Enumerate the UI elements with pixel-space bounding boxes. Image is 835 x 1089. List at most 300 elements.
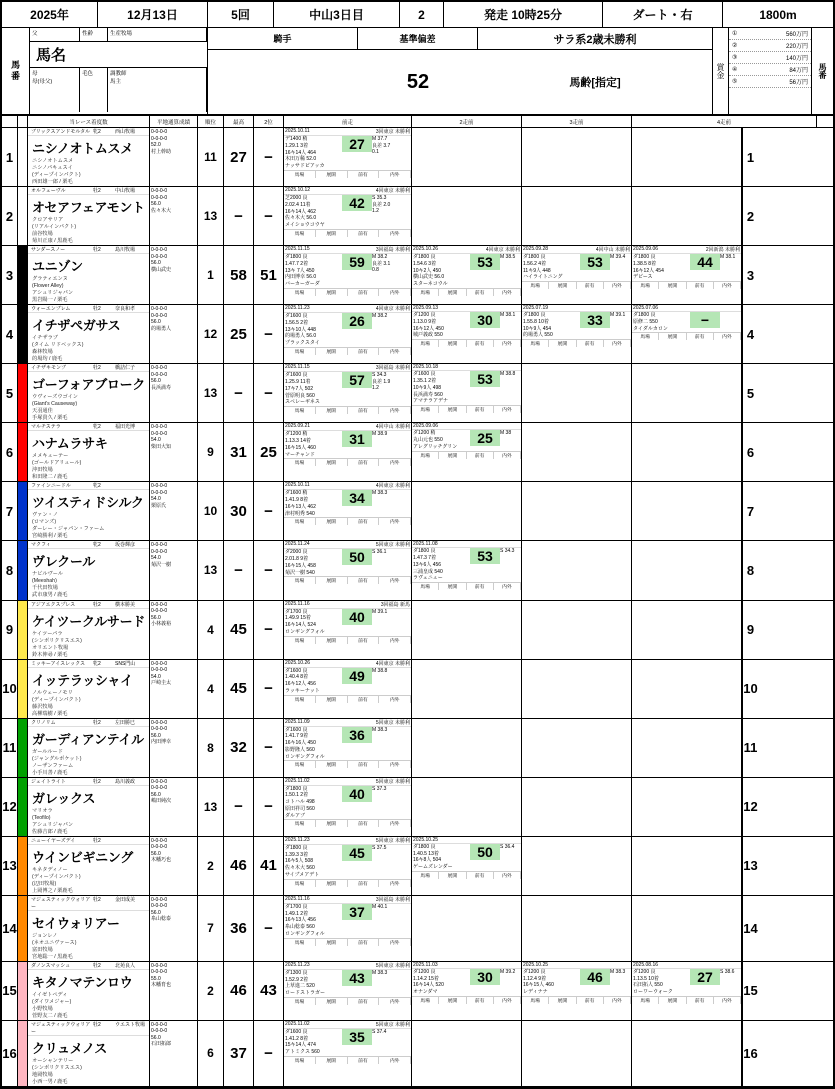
race-2back-right (500, 254, 521, 288)
table-row[interactable] (2, 305, 833, 364)
prev-race-detail-line: 16キ14人 524 (285, 622, 316, 628)
race-4back-naigai: 内外 (714, 333, 741, 340)
record-line1: 0-0-0-0 (151, 306, 168, 313)
record-weight: 56.0 (151, 791, 161, 798)
horse-info[interactable] (28, 364, 150, 422)
horse-name[interactable]: ニシノオトムスメ (32, 141, 133, 156)
race-3back (522, 187, 632, 245)
row-number-left: 10 (2, 660, 18, 718)
prev-race-prize: ダ1700 良 (285, 608, 308, 615)
race-2back-zenyu: 前有 (467, 583, 494, 590)
race-2back (412, 305, 522, 363)
record-jockey: 佐々木大 (151, 207, 172, 214)
horse-info[interactable] (28, 601, 150, 659)
race-4back-right (720, 969, 741, 996)
prev-race-date: 2025.10.11 (285, 128, 310, 134)
bamei-block (2, 28, 208, 114)
race-4back-date: 2025.09.06 (633, 246, 659, 253)
prev-race-date: 2025.11.02 (285, 777, 310, 784)
prev-race-time: S 37.4 (372, 1028, 387, 1035)
umaban-right-label-cell (811, 28, 833, 114)
race-2back-naigai: 内外 (494, 583, 521, 590)
race-4back-detail-line: 16キ12人 454 (633, 267, 664, 274)
rank-order: 13 (198, 364, 224, 422)
race-3back-position-col (580, 254, 610, 281)
horse-damsire: (シンボリクリスエス) (32, 1064, 82, 1071)
table-row[interactable] (2, 541, 833, 600)
table-row[interactable] (2, 482, 833, 541)
prev-race-prize: ダ1600 稍 (285, 490, 308, 497)
prev-race-tenkai: 展開 (316, 820, 348, 827)
record-weight: 54.0 (151, 555, 161, 562)
prev-race-naigai: 内外 (379, 696, 411, 703)
prev-race-right (372, 786, 411, 820)
table-row[interactable] (2, 1021, 833, 1087)
row-number-left: 8 (2, 541, 18, 599)
prev-race-left (284, 313, 342, 347)
race-3back-detail-line: 10キ9人 454 (523, 325, 552, 332)
horse-name[interactable]: イチザペガサス (32, 318, 121, 334)
prev-race-baba: 馬場 (284, 230, 316, 237)
row-number-right: 12 (742, 778, 758, 836)
horse-info[interactable] (28, 719, 150, 777)
prev-race-baba: 馬場 (284, 761, 316, 768)
table-row[interactable] (2, 778, 833, 837)
race-2back-detail-line: 長浜満寿 560 (413, 391, 443, 398)
race-2back-left (412, 430, 470, 450)
race-3back-baba: 馬場 (522, 282, 549, 289)
horse-sire: マルチステラ (31, 424, 61, 431)
horse-info[interactable] (28, 962, 150, 1020)
prev-race-left (284, 1029, 342, 1056)
prev-race-left (284, 490, 342, 517)
prev-race-right (372, 254, 411, 288)
prev-race-detail-line: ロンギングフォル (285, 628, 325, 635)
horse-info[interactable] (28, 187, 150, 245)
rank-order: 4 (198, 601, 224, 659)
race-4back-detail-line: タイダルカロン (633, 325, 668, 332)
prev-race-detail-line: バーカーガーダ (285, 281, 320, 288)
horse-info[interactable] (28, 896, 150, 961)
row-number-right: 16 (742, 1021, 758, 1086)
record-line2: 0-0-0-0 (151, 785, 168, 792)
prev-race-place: 4回東京 未勝利 (375, 660, 410, 667)
prev-race-position: 40 (342, 786, 372, 802)
prev-race-right (372, 904, 411, 938)
horse-owner: 小野牧場 (32, 1005, 53, 1012)
prev-race-tenkai: 展開 (316, 998, 348, 1005)
race-2back-baba: 馬場 (412, 583, 439, 590)
race-2back-position-col (470, 844, 500, 871)
horse-name[interactable]: ツイスティドシルク (32, 495, 144, 511)
record-line1: 0-0-0-0 (151, 1021, 168, 1028)
prev-race-zenyu: 前有 (348, 289, 380, 296)
prev-race-baba: 馬場 (284, 820, 316, 827)
record-weight: 56.0 (151, 201, 161, 208)
race-4back (632, 128, 742, 186)
race-2back-place: 4回東京 未勝利 (485, 247, 520, 254)
prev-race-right (372, 490, 411, 517)
table-row[interactable] (2, 719, 833, 778)
race-2back-naigai: 内外 (494, 289, 521, 296)
prev-race-time: M 38.3 (372, 969, 388, 976)
prize-amount-4: 84万円 (789, 68, 808, 74)
prev-race-place: 5回東京 未勝利 (375, 837, 410, 844)
race-4back-naigai: 内外 (714, 282, 741, 289)
horse-info[interactable] (28, 482, 150, 540)
horse-info[interactable] (28, 778, 150, 836)
horse-dam: ノルウェーノモリ (32, 689, 73, 696)
horse-sire: アジアエクスプレス (31, 601, 76, 608)
record-line2: 0-0-0-0 (151, 312, 168, 319)
horse-info[interactable] (28, 541, 150, 599)
race-2back-prize: ダ1800 良 (413, 254, 436, 261)
row-number-left: 16 (2, 1021, 18, 1086)
record-line2: 0-0-0-0 (151, 194, 168, 201)
prev-race-detail-line: 16キ15人 460 (285, 444, 316, 451)
prev-race-prize: デ1400 稍 (285, 136, 308, 142)
table-row[interactable] (2, 896, 833, 962)
race-2back-tenkai: 展開 (439, 452, 466, 459)
prev-race-position-col (342, 195, 372, 229)
prev-race-place: 4回東京 未勝利 (375, 483, 410, 490)
prev-race-detail-line: 1.52.9 2着 (285, 976, 309, 983)
table-row[interactable] (2, 423, 833, 482)
race-2back-position-col (470, 312, 500, 339)
horse-info[interactable] (28, 837, 150, 895)
prev-race-left (284, 195, 342, 229)
prev-race-baba: 馬場 (284, 1057, 316, 1064)
row-number-left: 5 (2, 364, 18, 422)
race-3back (522, 719, 632, 777)
race-3back (522, 778, 632, 836)
prev-race-tenkai: 展開 (316, 696, 348, 703)
record-jockey: 横山武史 (151, 266, 172, 273)
horse-name[interactable]: イッテラッシャイ (32, 672, 133, 688)
horse-name[interactable]: ガレックス (32, 790, 96, 806)
prev-race-time2: 良差 3.7 (372, 143, 391, 149)
horse-damsire: (タイム リドベックス) (32, 342, 84, 349)
prev-race-prize: ダ1800 良 (285, 785, 308, 792)
prev-race-detail-line: 1.41.9 8着 (285, 497, 309, 504)
horse-name[interactable]: ガーディアンテイル (32, 731, 144, 747)
horse-owner: アシュリジャパン (32, 821, 74, 828)
horse-sire: クリノリム (31, 719, 56, 726)
horse-info[interactable] (28, 305, 150, 363)
horse-dam: ニシノオトムスメ (32, 158, 74, 164)
race-2back-right (500, 548, 521, 582)
horse-name[interactable]: ケイツークルサード (32, 613, 146, 629)
horse-sexage: 牝2 (93, 424, 101, 431)
prev-race-detail-line: メイショウコウヤ (285, 222, 325, 229)
prev-race-right (372, 970, 411, 997)
race-2back (412, 601, 522, 659)
col-chakudosu: 当レース着度数 (28, 116, 150, 127)
horse-info[interactable] (28, 1021, 150, 1086)
horse-name[interactable]: ヴレクール (32, 554, 95, 570)
prev-race-left (284, 668, 342, 695)
prev-race-baba: 馬場 (284, 518, 316, 525)
race-2back-baba: 馬場 (412, 452, 439, 459)
prev-race-position: 26 (342, 313, 372, 329)
horse-sire: オルフェーヴル (31, 188, 66, 195)
horse-name[interactable]: ウインビギニング (32, 849, 133, 865)
prev-race-detail-line: ロードストラガー (285, 990, 325, 997)
race-2back-tenkai: 展開 (439, 289, 466, 296)
horse-dam: ケイツーパラ (32, 630, 63, 637)
prev-race-time: S 35.3 (372, 195, 387, 202)
record-line2: 0-0-0-0 (151, 844, 168, 851)
race-4back-detail-line: デビース (633, 274, 653, 281)
prev-race-naigai: 内外 (379, 459, 411, 466)
horse-owner: アシュリジャパン (32, 290, 74, 297)
table-row[interactable] (2, 962, 833, 1021)
race-2back-detail-line: 16キ14人 520 (413, 982, 444, 989)
prev-race-naigai: 内外 (379, 289, 411, 296)
horse-name[interactable]: セイウォリアー (32, 915, 120, 931)
race-2back-detail-line: 16キ12人 450 (413, 325, 444, 332)
second-figure: 25 (254, 423, 284, 481)
race-2back-prize: ダ1600 良 (413, 371, 436, 378)
horse-record (150, 246, 198, 304)
table-row[interactable] (2, 601, 833, 660)
race-2back (412, 837, 522, 895)
waku-color-bar (18, 128, 28, 186)
race-2back-baba: 馬場 (412, 340, 439, 347)
rank-order: 1 (198, 246, 224, 304)
prev-race-tenkai: 展開 (316, 230, 348, 237)
horse-damsire: (ゴールドアリュール) (32, 460, 82, 467)
prize-label-cell (713, 28, 729, 114)
second-figure: − (254, 719, 284, 777)
prev-race-zenyu: 前有 (348, 939, 380, 946)
race-3back-naigai: 内外 (604, 340, 631, 347)
horse-info[interactable] (28, 246, 150, 304)
horse-info[interactable] (28, 660, 150, 718)
race-2back-position-col (470, 430, 500, 450)
prev-race-time: M 38.9 (372, 431, 388, 438)
race-2back-date: 2025.10.18 (413, 364, 439, 371)
record-line2: 0-0-0-0 (151, 1028, 168, 1035)
prev-race-date: 2025.11.15 (285, 246, 310, 253)
umaban-label: 馬番 (10, 60, 20, 82)
prev-race-zenyu: 前有 (348, 696, 380, 703)
prev-race-time2: 良差 3.1 (372, 261, 391, 268)
horse-name[interactable]: キタノマテンロウ (32, 974, 133, 990)
horse-farm: 左田勝巳 (115, 719, 136, 726)
race-2back-date: 2025.11.08 (413, 541, 438, 548)
race-3back (522, 482, 632, 540)
prev-race-left (284, 786, 342, 820)
prev-race-zenyu: 前有 (348, 407, 380, 414)
second-figure: − (254, 305, 284, 363)
horse-damsire: (ダイワメジャー) (32, 998, 72, 1005)
prev-race-right (372, 549, 411, 576)
prev-race-right (372, 313, 411, 347)
row-number-left: 3 (2, 246, 18, 304)
race-2back-position: 25 (470, 430, 500, 446)
prev-race-time: M 38.3 (372, 490, 388, 497)
race-4back (632, 246, 742, 304)
horse-damsire: (ジャングルポケット) (32, 755, 82, 762)
race-2back-date: 2025.10.26 (413, 246, 439, 253)
race-3back (522, 837, 632, 895)
race-3back (522, 541, 632, 599)
prev-race-zenyu: 前有 (348, 459, 380, 466)
horse-sexage: 牡2 (93, 306, 101, 313)
race-2back-baba: 馬場 (412, 872, 439, 879)
race-3back-position: 53 (580, 254, 610, 270)
horse-farm: 北苑良人 (115, 962, 136, 969)
prev-race-position: 36 (342, 727, 372, 743)
race-2back-detail-line: オナンダマ (413, 989, 438, 996)
prev-race-detail-line: プラックスタイ (285, 340, 320, 347)
horse-dam: マリオラ (32, 807, 53, 814)
record-line1: 0-0-0-0 (151, 483, 168, 490)
prev-race-zenyu: 前有 (348, 637, 380, 644)
prev-race-detail-line: 1.41.2 8着 (285, 1035, 309, 1042)
prev-race-prize: ダ1700 良 (285, 903, 308, 910)
record-weight: 56.0 (151, 1034, 161, 1041)
meta-owner-label: 馬主 (110, 79, 122, 85)
race-2back-detail-line: 13キ6人 456 (413, 561, 442, 568)
best-figure: − (224, 541, 254, 599)
race-3back-tenkai: 展開 (549, 340, 576, 347)
race-4back (632, 423, 742, 481)
race-2back (412, 246, 522, 304)
horse-dam: イイゼトペディ (32, 991, 68, 998)
horse-farm: 橋詰仁子 (115, 365, 136, 372)
prev-race-detail-line: 上草進二 520 (285, 983, 315, 990)
prev-race-left (284, 970, 342, 997)
race-3back-detail-line: 1.55.8 10着 (523, 318, 549, 325)
race-3back-naigai: 内外 (604, 282, 631, 289)
race-3back-baba: 馬場 (522, 340, 549, 347)
prev-race-naigai: 内外 (379, 820, 411, 827)
horse-name[interactable]: ユニゾン (32, 259, 83, 275)
race-2back-date: 2025.09.06 (413, 423, 439, 430)
race-2back-left (412, 969, 470, 996)
prev-race-right (372, 431, 411, 458)
horse-damsire: (Meeshah) (32, 578, 57, 585)
race-4back-position-col (690, 969, 720, 996)
waku-color-bar (18, 896, 28, 961)
table-row[interactable] (2, 246, 833, 305)
horse-sexage: 牡2 (93, 365, 101, 372)
horse-sire: サンダースノー (31, 247, 66, 254)
prev-race (284, 187, 412, 245)
race-condition: 馬齢[指定] (569, 77, 621, 89)
rank-order: 9 (198, 423, 224, 481)
prev-race-detail-line: 1.49.9 15着 (285, 615, 311, 622)
race-2back-time: M 38 (500, 430, 512, 437)
prev-race-prize: ダ2000 良 (285, 549, 308, 556)
horse-name[interactable]: クリュメノス (32, 1040, 107, 1056)
table-row[interactable] (2, 837, 833, 896)
race-4back-right (720, 254, 741, 281)
best-figure: − (224, 364, 254, 422)
table-row[interactable] (2, 187, 833, 246)
prev-race-place: 3回東京 未勝利 (375, 129, 410, 135)
waku-color-bar (18, 719, 28, 777)
prev-race-baba: 馬場 (284, 459, 316, 466)
record-weight: 54.0 (151, 673, 161, 680)
prev-race-prize: 芝2000 良 (285, 195, 308, 202)
table-row[interactable] (2, 128, 833, 187)
race-4back-tenkai: 展開 (659, 997, 686, 1004)
prev-race-position: 49 (342, 668, 372, 684)
prev-race-detail-line: 16キ13人 456 (285, 917, 316, 924)
best-figure: 36 (224, 896, 254, 961)
prev-race-time: S 37.5 (372, 844, 387, 851)
race-4back-position: 44 (690, 254, 720, 270)
horse-trainer: 菊川正康 / 黒鹿毛 (32, 238, 73, 245)
horse-name[interactable]: ハナムラサキ (32, 436, 108, 452)
prev-race-detail-line: 佐々木大 560 (285, 865, 315, 871)
prev-race-date: 2025.11.24 (285, 541, 310, 548)
row-number-right: 2 (742, 187, 758, 245)
prev-race-time: M 38.8 (372, 667, 388, 674)
prev-race-date: 2025.11.09 (285, 718, 310, 725)
best-figure: 32 (224, 719, 254, 777)
table-row[interactable] (2, 364, 833, 423)
race-3back-prize: ダ1800 良 (523, 254, 546, 261)
horse-dam: メメキューテー (32, 453, 69, 460)
rank-order: 7 (198, 896, 224, 961)
horse-name[interactable]: オセアフェアモント (32, 200, 145, 216)
prev-race-place: 3回福島 未勝利 (375, 896, 410, 903)
record-jockey: 戸崎圭太 (151, 680, 172, 687)
race-3back (522, 246, 632, 304)
prev-race-time: M 38.2 (372, 313, 388, 320)
prev-race-detail-line: 15キ14人 474 (285, 1042, 316, 1049)
race-2back-time: S 34.3 (500, 548, 515, 555)
waku-color-bar (18, 962, 28, 1020)
race-2back-detail-line: ラヴェニュー (413, 575, 443, 582)
best-figure: 45 (224, 601, 254, 659)
horse-info[interactable] (28, 423, 150, 481)
horse-record (150, 128, 198, 186)
horse-trainer: 高柳瑞樹 / 栗毛 (32, 710, 68, 717)
prev-race-detail-line: 津村明秀 540 (285, 510, 315, 517)
prev-race-position: 35 (342, 1029, 372, 1045)
prev-race-prize: ダ1800 良 (285, 844, 308, 851)
row-number-left: 1 (2, 128, 18, 186)
prev-race-position-col (342, 431, 372, 458)
row-number-left: 12 (2, 778, 18, 836)
best-figure: 46 (224, 962, 254, 1020)
race-4back-date: 2025.08.16 (633, 961, 659, 968)
race-3back-time: M 39.4 (610, 254, 626, 261)
race-2back (412, 778, 522, 836)
horse-damsire: (ロマンズ) (32, 519, 57, 526)
race-2back-prize: ダ1200 稍 (413, 430, 436, 437)
rank-order: 13 (198, 778, 224, 836)
best-figure: 37 (224, 1021, 254, 1086)
race-4back-date: 2025.07.06 (633, 305, 659, 312)
race-4back (632, 601, 742, 659)
prev-race-position: 37 (342, 904, 372, 920)
race-4back-place: 2回新潟 未勝利 (705, 247, 740, 254)
second-figure: − (254, 660, 284, 718)
horse-name[interactable]: ゴーフォアブローク (32, 377, 146, 393)
header-date: 12月13日 (98, 2, 208, 27)
horse-info[interactable] (28, 128, 150, 186)
prev-race-value: 0.1 (372, 149, 379, 155)
table-row[interactable] (2, 660, 833, 719)
race-3back-baba: 馬場 (522, 997, 549, 1004)
race-4back-detail-line: 石田拓人 550 (633, 982, 663, 989)
